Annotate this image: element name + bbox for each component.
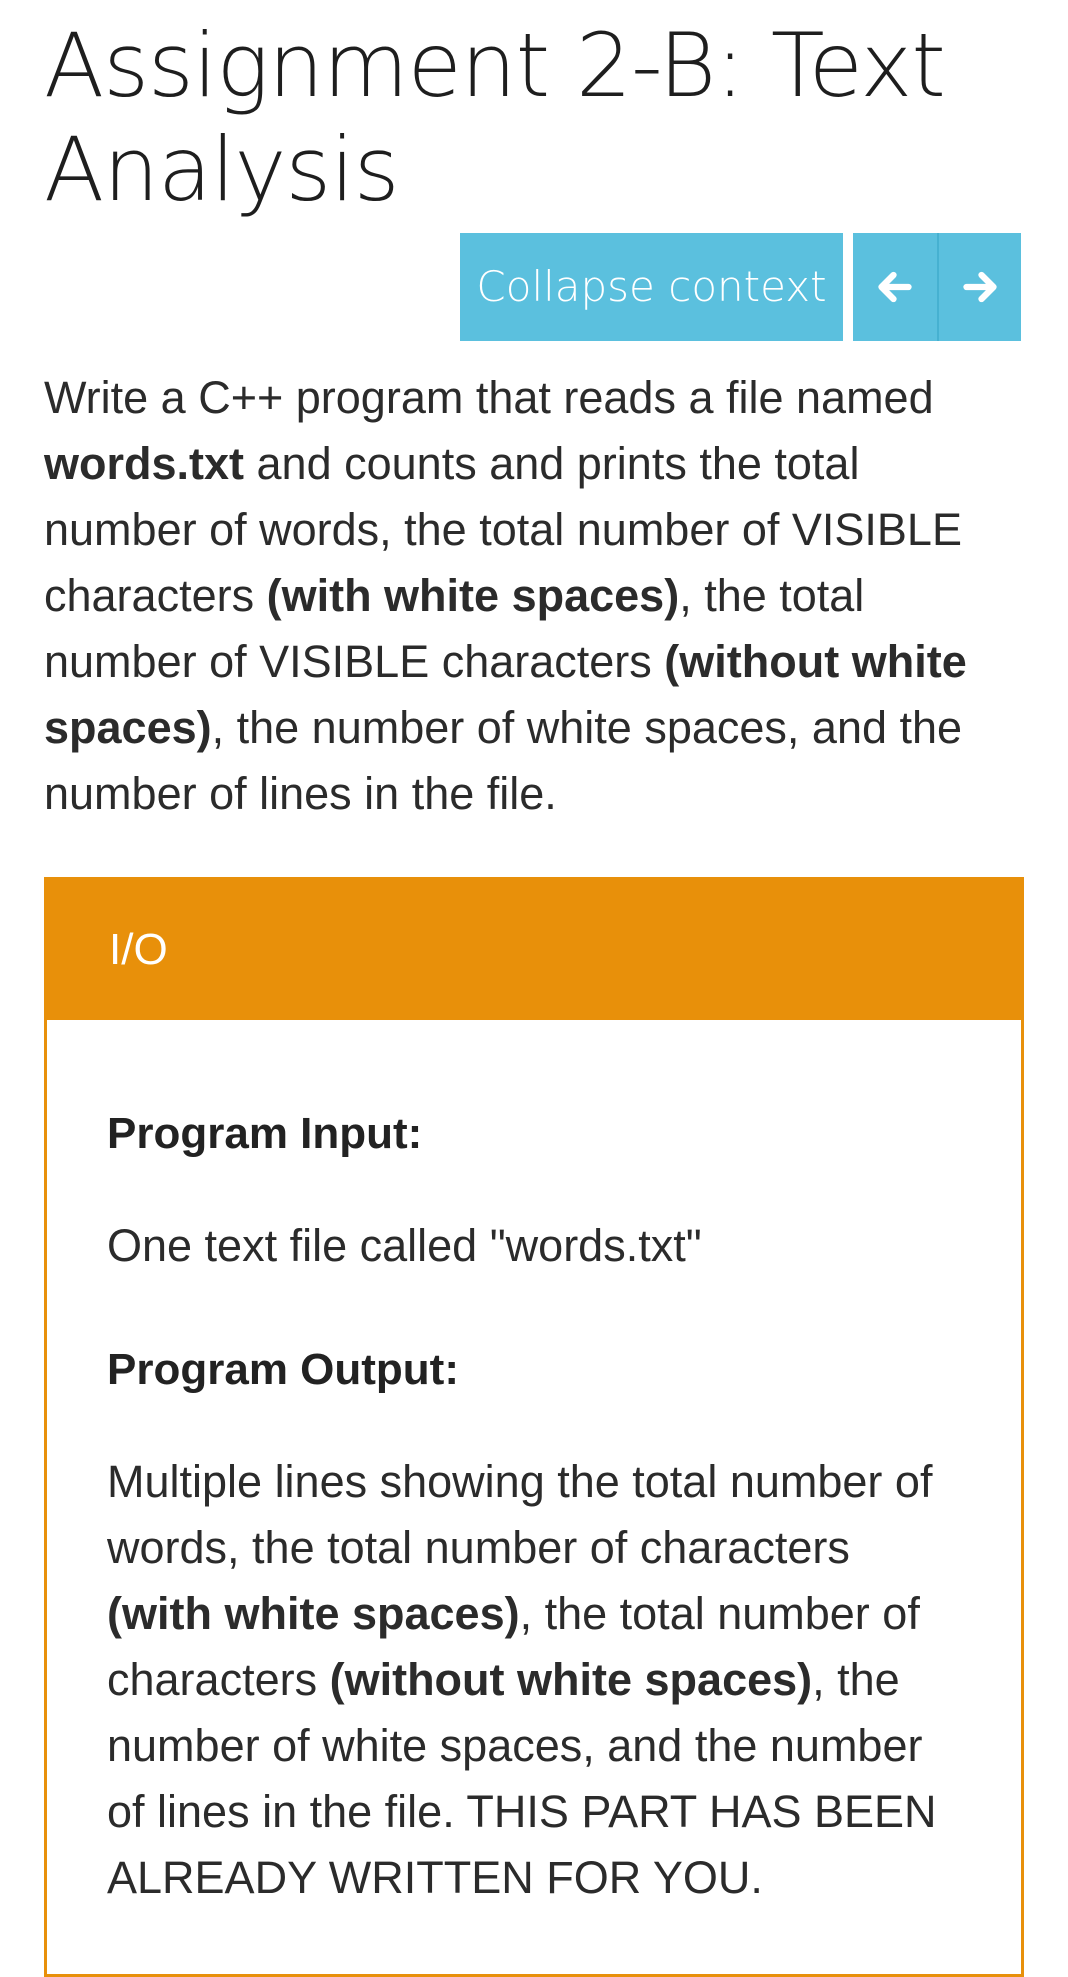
collapse-context-button[interactable]: Collapse context [460,233,843,341]
context-toolbar [460,233,1021,341]
previous-button[interactable] [853,233,939,341]
page-title: Assignment 2-B: Text Analysis [44,14,945,221]
intro-emphasis: (with white spaces) [266,570,680,621]
program-input-text: One text file called "words.txt" [107,1220,702,1271]
navigation-button-group [853,233,1021,341]
intro-text: , the total number of VISIBLE characters [44,570,865,687]
io-panel [44,877,1024,1977]
program-output-heading: Program Output: [107,1345,459,1394]
output-text: Multiple lines showing the total number of words, the total number of characters [107,1456,933,1573]
output-emphasis: (without white spaces) [329,1654,813,1705]
output-text: , the total number of characters [107,1588,920,1705]
arrow-left-icon [877,269,913,305]
output-emphasis: (with white spaces) [107,1588,520,1639]
io-panel-header: I/O [47,880,1021,1020]
intro-text: , the number of white spaces, and the number of lines in the file. [44,702,963,819]
assignment-description [44,365,1024,827]
output-text: , the number of white spaces, and the number of lines in the file. THIS PART HAS BEEN ALREADY WRITTEN FOR YOU. [107,1654,937,1903]
next-button[interactable] [939,233,1021,341]
program-input-heading: Program Input: [107,1109,423,1158]
arrow-right-icon [962,269,998,305]
program-output-text [107,1419,961,1911]
intro-text: Write a C++ program that reads a file named [44,372,934,423]
intro-filename: words.txt [44,438,245,489]
intro-emphasis: (without white spaces) [44,636,967,753]
io-panel-body [47,1020,1021,1911]
intro-text: and counts and prints the total number of words, the total number of VISIBLE characters [44,438,962,621]
